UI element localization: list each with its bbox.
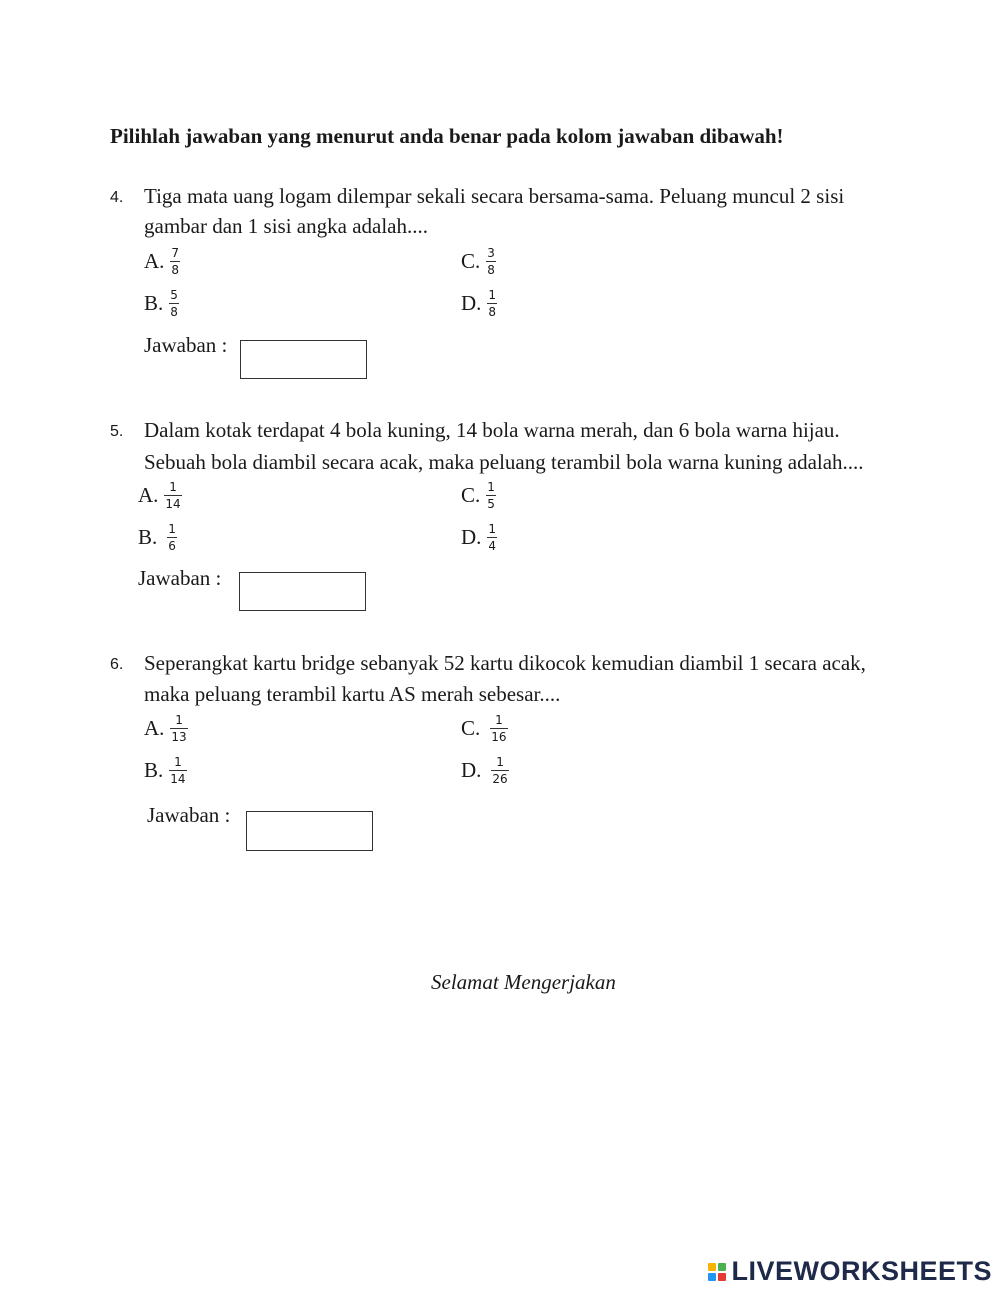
- option-fraction: $\frac{1}{14}$: [170, 755, 186, 786]
- option-label: B.: [144, 758, 164, 782]
- option-a: [144, 714, 188, 743]
- option-label: D.: [461, 525, 482, 549]
- instruction-heading: Pilihlah jawaban yang menurut anda benar pada kolom jawaban dibawah!: [110, 124, 784, 148]
- answer-label: Jawaban :: [144, 333, 228, 357]
- question-text-line-2: Sebuah bola diambil secara acak, maka peluang terambil bola warna kuning adalah....: [144, 450, 864, 474]
- option-a: [138, 481, 182, 510]
- question-text-line-2: maka peluang terambil kartu AS merah sebesar....: [144, 682, 561, 706]
- answer-input[interactable]: [239, 572, 366, 611]
- option-label: A.: [138, 483, 159, 507]
- option-label: B.: [144, 291, 164, 315]
- option-fraction: $\frac{1}{8}$: [488, 288, 497, 319]
- option-label: C.: [461, 249, 481, 273]
- option-fraction: $\frac{1}{13}$: [171, 713, 187, 744]
- option-fraction: $\frac{1}{6}$: [168, 522, 176, 553]
- option-b: [144, 756, 187, 785]
- option-label: A.: [144, 716, 165, 740]
- option-label: A.: [144, 249, 165, 273]
- option-b: [144, 289, 179, 318]
- option-label: D.: [461, 291, 482, 315]
- option-c: [461, 714, 508, 743]
- option-fraction: $\frac{5}{8}$: [170, 288, 178, 319]
- option-a: [144, 247, 180, 276]
- question-text-line-1: Seperangkat kartu bridge sebanyak 52 kartu dikocok kemudian diambil 1 secara acak,: [144, 651, 866, 675]
- question-number: 6.: [110, 656, 124, 673]
- answer-label: Jawaban :: [147, 803, 231, 827]
- answer-input[interactable]: [246, 811, 373, 851]
- liveworksheets-logo: [708, 1256, 992, 1287]
- option-c: [461, 481, 496, 510]
- option-d: [461, 289, 497, 318]
- question-text-line-1: Tiga mata uang logam dilempar sekali secara bersama-sama. Peluang muncul 2 sisi: [144, 184, 845, 208]
- logo-text: LIVEWORKSHEETS: [731, 1256, 992, 1286]
- answer-label: Jawaban :: [138, 566, 222, 590]
- option-fraction: $\frac{1}{16}$: [491, 713, 507, 744]
- question-number: 4.: [110, 189, 124, 206]
- option-label: C.: [461, 716, 481, 740]
- option-fraction: $\frac{1}{26}$: [492, 755, 508, 786]
- option-label: D.: [461, 758, 482, 782]
- option-b: [138, 523, 177, 552]
- question-number: 5.: [110, 423, 124, 440]
- option-fraction: $\frac{1}{4}$: [488, 522, 497, 553]
- option-fraction: $\frac{7}{8}$: [171, 246, 180, 277]
- option-fraction: $\frac{3}{8}$: [487, 246, 495, 277]
- option-label: C.: [461, 483, 481, 507]
- logo-mark-icon: [708, 1263, 726, 1281]
- option-fraction: $\frac{1}{14}$: [165, 480, 181, 511]
- option-fraction: $\frac{1}{5}$: [487, 480, 495, 511]
- option-label: B.: [138, 525, 158, 549]
- question-text-line-2: gambar dan 1 sisi angka adalah....: [144, 214, 428, 238]
- option-d: [461, 523, 497, 552]
- option-c: [461, 247, 496, 276]
- question-text-line-1: Dalam kotak terdapat 4 bola kuning, 14 bola warna merah, dan 6 bola warna hijau.: [144, 418, 840, 442]
- option-d: [461, 756, 509, 785]
- closing-text: Selamat Mengerjakan: [431, 970, 616, 994]
- answer-input[interactable]: [240, 340, 367, 379]
